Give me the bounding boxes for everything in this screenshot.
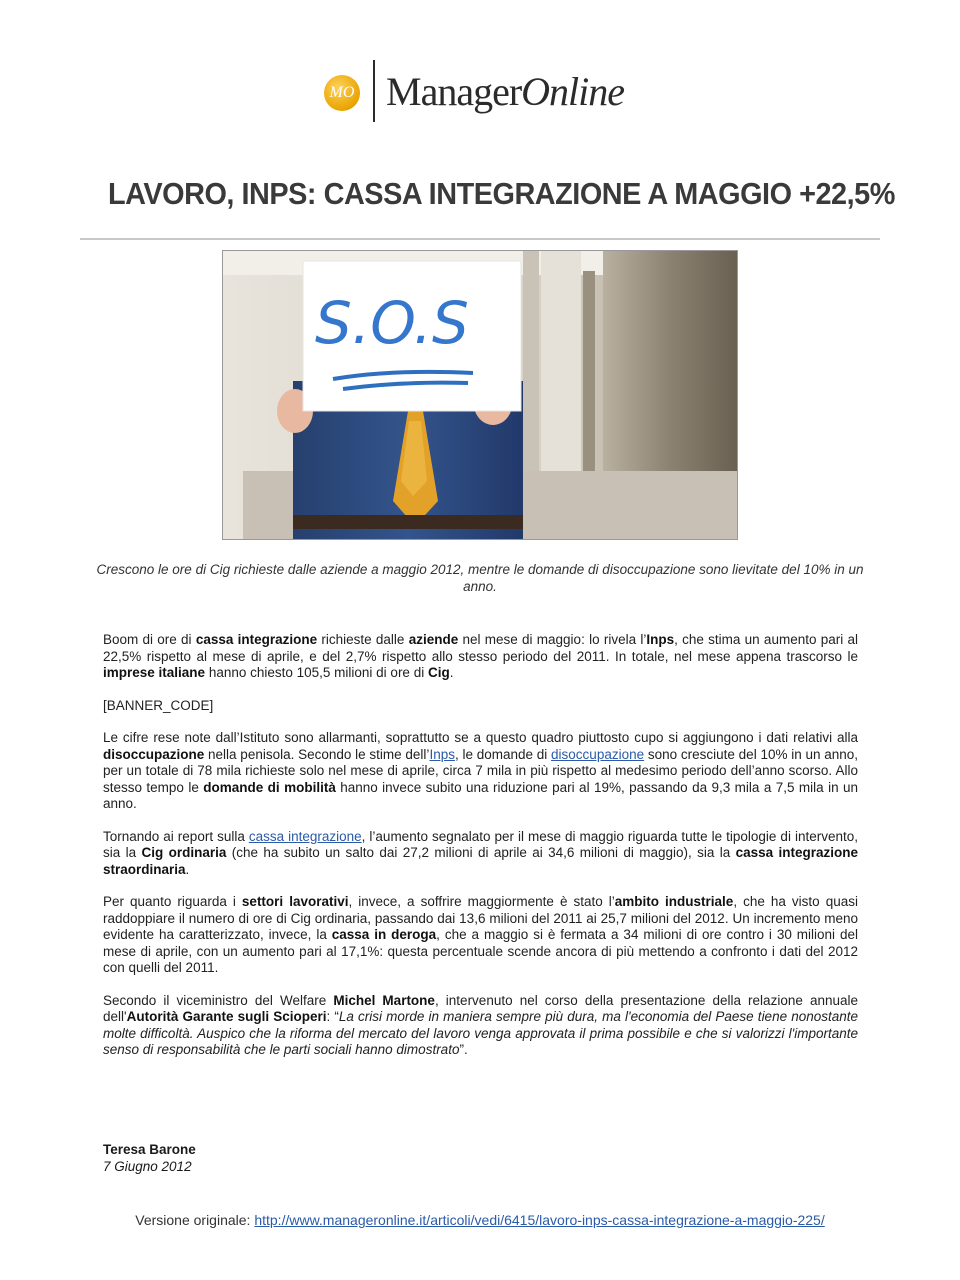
logo-wordmark [386,68,624,116]
logo-divider [373,60,375,122]
article-body [103,632,858,1075]
paragraph-1: Boom di ore di cassa integrazione richieste dalle aziende nel mese di maggio: lo rivela l’Inps, che stima un aumento pari al 22,5% rispetto al mese di aprile, e del 2,7% rispetto allo stesso periodo del 2011. In totale, nel mese appena trascorso le imprese italiane hanno chiesto 105,5 milioni di ore di Cig. [103,632,858,680]
source-line [0,1212,960,1228]
article-photo [222,250,738,540]
logo-brand-italic: Online [521,69,625,114]
brand-logo [0,60,960,124]
paragraph-3: Tornando ai report sulla cassa integrazione, l’aumento segnalato per il mese di maggio riguarda tutte le tipologie di intervento, sia la Cig ordinaria (che ha subito un salto dai 27,2 milioni di aprile ai 34,6 milioni di maggio), sia la cassa integrazione straordinaria. [103,828,858,877]
sos-photo-illustration [223,251,737,539]
author-name: Teresa Barone [103,1142,196,1157]
logo-monogram: MO [324,75,360,111]
publish-date: 7 Giugno 2012 [103,1159,192,1174]
byline [103,1141,196,1175]
paragraph-4: Per quanto riguarda i settori lavorativi, invece, a soffrire maggiormente è stato l’ambito industriale, che ha visto quasi raddoppiare il numero di ore di Cig ordinaria, passando dai 13,6 milioni del 2011 ai 25,7 milioni del 2012. Un incremento meno evidente ha caratterizzato, invece, la cassa in deroga, che a maggio si è fermata a 34 milioni di ore contro i 30 milioni del mese di aprile, con un aumento pari al 17,1%: questa percentuale scende ancora di più mettendo a confronto i dati del 2012 con quelli del 2011. [103,894,858,975]
cassa-integrazione-link[interactable]: cassa integrazione [248,828,362,844]
logo-brand-main: Manager [386,69,522,114]
paragraph-2: Le cifre rese note dall’Istituto sono allarmanti, soprattutto se a questo quadro piuttosto cupo si aggiungono i dati relativi alla disoccupazione nella penisola. Secondo le stime dell’Inps, le domande di disoccupazione sono cresciute del 10% in un anno, per un totale di 78 mila richieste solo nel mese di aprile, circa 7 mila in più rispetto al medesimo periodo dell’anno scorso. Allo stesso tempo le domande di mobilità hanno invece subito una riduzione pari al 19%, passando da 9,3 mila a 7,5 mila in un anno. [103,730,859,811]
article-title: LAVORO, INPS: CASSA INTEGRAZIONE A MAGGIO +22,5% [108,176,895,211]
photo-caption: Crescono le ore di Cig richieste dalle aziende a maggio 2012, mentre le domande di disoccupazione sono lievitate del 10% in un anno. [96,562,864,594]
source-url-link[interactable]: http://www.manageronline.it/articoli/vedi/6415/lavoro-inps-cassa-integrazione-a-maggio-225/ [254,1212,825,1228]
inps-link[interactable]: Inps [429,746,455,762]
paragraph-5: Secondo il viceministro del Welfare Michel Martone, intervenuto nel corso della presentazione della relazione annuale dell'Autorità Garante sugli Scioperi: “La crisi morde in maniera sempre più dura, ma l'economia del Paese tiene nonostante molte difficoltà. Auspico che la riforma del mercato del lavoro venga approvata il prima possibile e che si valorizzi l'importante senso di responsabilità che le parti sociali hanno dimostrato”. [103,992,859,1057]
source-label: Versione originale: [135,1212,255,1228]
title-divider [80,238,880,240]
banner-code: [BANNER_CODE] [103,697,214,713]
sos-sign-text: S.O.S [315,289,469,357]
disoccupazione-link[interactable]: disoccupazione [551,746,645,762]
